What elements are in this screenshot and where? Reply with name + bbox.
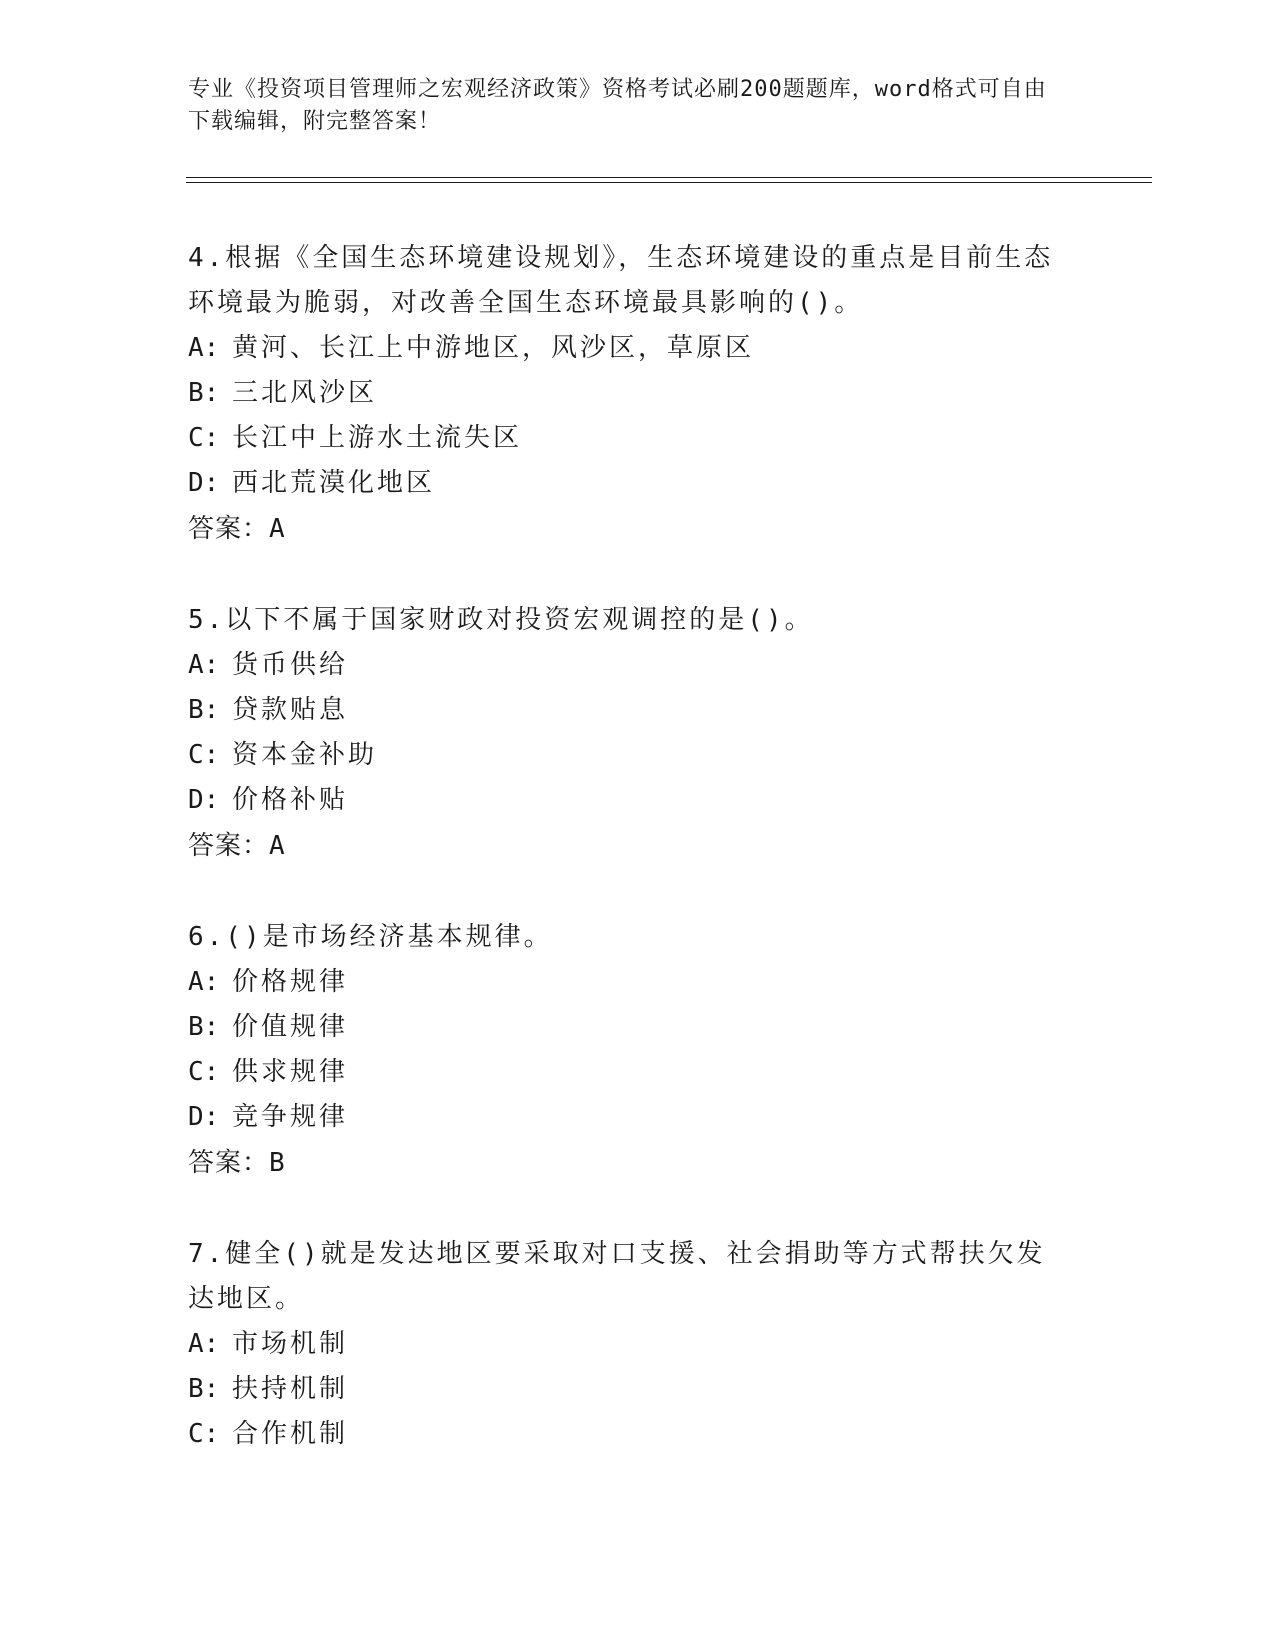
option-d	[188, 1095, 1068, 1140]
question-list	[188, 236, 1068, 1503]
option-a	[188, 643, 1068, 688]
option-text: 价格规律	[232, 967, 349, 997]
option-letter: B:	[188, 378, 220, 408]
option-text: 三北风沙区	[232, 378, 378, 408]
answer-value: A	[269, 831, 286, 861]
option-letter: D:	[188, 468, 220, 498]
option-text: 黄河、长江上中游地区，风沙区，草原区	[232, 333, 755, 363]
answer-line	[188, 506, 1068, 552]
answer-label: 答案：	[188, 831, 270, 861]
question-stem: 4.根据《全国生态环境建设规划》，生态环境建设的重点是目前生态环境最为脆弱，对改善全国生态环境最具影响的()。	[188, 243, 1054, 318]
option-c	[188, 1412, 1068, 1457]
option-text: 合作机制	[232, 1419, 349, 1449]
question-5	[188, 598, 1068, 869]
option-c	[188, 733, 1068, 778]
option-text: 贷款贴息	[232, 695, 349, 725]
option-letter: A:	[188, 967, 220, 997]
question-4	[188, 236, 1068, 552]
option-b	[188, 371, 1068, 416]
question-6	[188, 915, 1068, 1186]
answer-line	[188, 1140, 1068, 1186]
option-d	[188, 461, 1068, 506]
option-letter: C:	[188, 423, 220, 453]
header-rule-bottom	[186, 182, 1152, 183]
answer-label: 答案：	[188, 514, 270, 544]
option-letter: C:	[188, 1419, 220, 1449]
option-letter: B:	[188, 1012, 220, 1042]
document-header: 专业《投资项目管理师之宏观经济政策》资格考试必刷200题题库，word格式可自由下载编辑，附完整答案！	[188, 77, 1047, 134]
option-text: 市场机制	[232, 1329, 349, 1359]
option-letter: C:	[188, 1057, 220, 1087]
option-letter: B:	[188, 1374, 220, 1404]
option-text: 价值规律	[232, 1012, 349, 1042]
option-c	[188, 1050, 1068, 1095]
question-stem: 7.健全()就是发达地区要采取对口支援、社会捐助等方式帮扶欠发达地区。	[188, 1239, 1046, 1314]
option-text: 货币供给	[232, 650, 349, 680]
option-text: 长江中上游水土流失区	[232, 423, 523, 453]
option-c	[188, 416, 1068, 461]
option-letter: D:	[188, 785, 220, 815]
answer-line	[188, 823, 1068, 869]
option-b	[188, 1005, 1068, 1050]
option-a	[188, 960, 1068, 1005]
option-b	[188, 1367, 1068, 1412]
option-letter: D:	[188, 1102, 220, 1132]
question-stem: 6.()是市场经济基本规律。	[188, 922, 553, 952]
option-text: 供求规律	[232, 1057, 349, 1087]
option-text: 价格补贴	[232, 785, 349, 815]
option-letter: A:	[188, 650, 220, 680]
option-b	[188, 688, 1068, 733]
answer-label: 答案：	[188, 1148, 270, 1178]
option-letter: B:	[188, 695, 220, 725]
option-letter: A:	[188, 1329, 220, 1359]
option-text: 资本金补助	[232, 740, 378, 770]
answer-value: A	[269, 514, 286, 544]
question-7	[188, 1232, 1068, 1457]
answer-value: B	[269, 1148, 286, 1178]
option-text: 西北荒漠化地区	[232, 468, 436, 498]
option-d	[188, 778, 1068, 823]
option-letter: C:	[188, 740, 220, 770]
question-stem: 5.以下不属于国家财政对投资宏观调控的是()。	[188, 605, 814, 635]
option-a	[188, 326, 1068, 371]
header-rule-top	[186, 177, 1152, 178]
option-text: 竞争规律	[232, 1102, 349, 1132]
option-text: 扶持机制	[232, 1374, 349, 1404]
option-a	[188, 1322, 1068, 1367]
option-letter: A:	[188, 333, 220, 363]
